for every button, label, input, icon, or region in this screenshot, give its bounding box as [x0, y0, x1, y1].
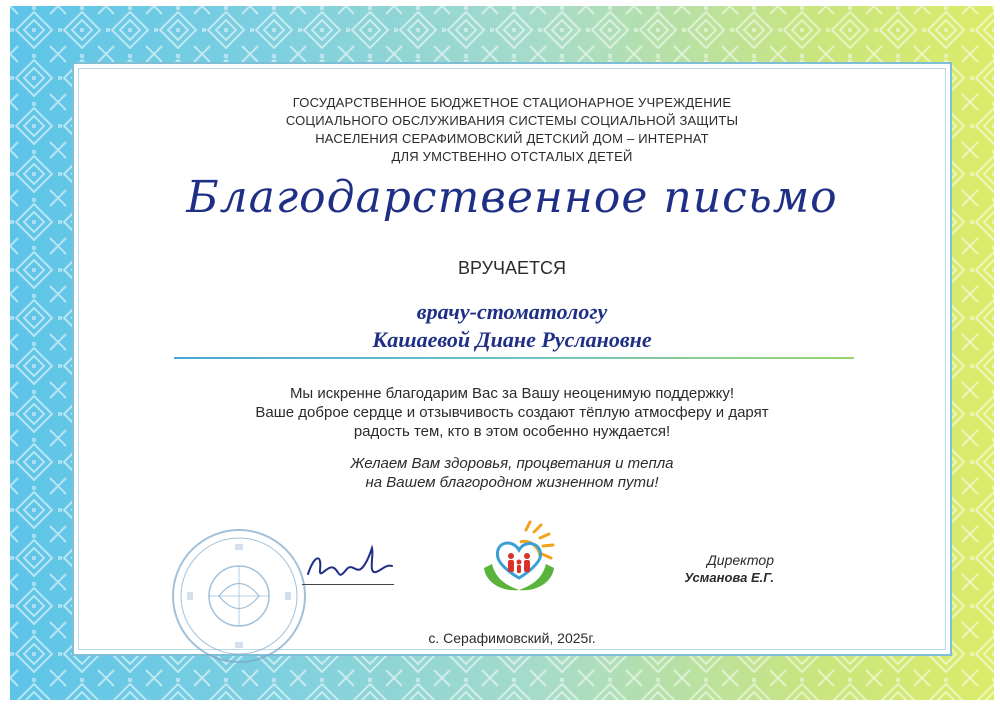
wishes-message — [74, 454, 950, 492]
director-signature — [300, 534, 400, 594]
family-care-logo — [474, 520, 564, 600]
header-line: ДЛЯ УМСТВЕННО ОТСТАЛЫХ ДЕТЕЙ — [391, 149, 633, 164]
message-line: Ваше доброе сердце и отзывчивость создают тёплую атмосферу и дарят — [255, 404, 769, 421]
signatory-block — [634, 552, 774, 585]
message-line: Мы искренне благодарим Вас за Вашу неоценимую поддержку! — [289, 385, 735, 402]
message-line: радость тем, кто в этом особенно нуждается! — [353, 423, 671, 440]
awarded-label: ВРУЧАЕТСЯ — [457, 258, 567, 278]
signatory-title: Директор — [706, 552, 774, 568]
wishes-line: на Вашем благородном жизненном пути! — [365, 474, 659, 491]
recipient-name: Кашаевой Диане Руслановне — [372, 327, 652, 352]
signatory-name: Усманова Е.Г. — [684, 570, 774, 585]
certificate-panel — [72, 62, 952, 656]
certificate-frame — [10, 6, 994, 700]
signature-line — [302, 584, 394, 585]
recipient-block — [74, 298, 950, 354]
header-line: НАСЕЛЕНИЯ СЕРАФИМОВСКИЙ ДЕТСКИЙ ДОМ – ИНТЕРНАТ — [315, 131, 709, 146]
certificate-title: Благодарственное письмо — [186, 172, 838, 223]
institution-header — [74, 94, 950, 166]
header-line: ГОСУДАРСТВЕННОЕ БЮДЖЕТНОЕ СТАЦИОНАРНОЕ УЧРЕЖДЕНИЕ — [292, 95, 732, 110]
thanks-message — [74, 384, 950, 441]
header-line: СОЦИАЛЬНОГО ОБСЛУЖИВАНИЯ СИСТЕМЫ СОЦИАЛЬНОЙ ЗАЩИТЫ — [285, 113, 739, 128]
wishes-line: Желаем Вам здоровья, процветания и тепла — [350, 455, 674, 472]
divider-line — [174, 357, 854, 359]
recipient-position: врачу-стоматологу — [416, 299, 608, 324]
place-and-date: с. Серафимовский, 2025г. — [428, 630, 596, 646]
